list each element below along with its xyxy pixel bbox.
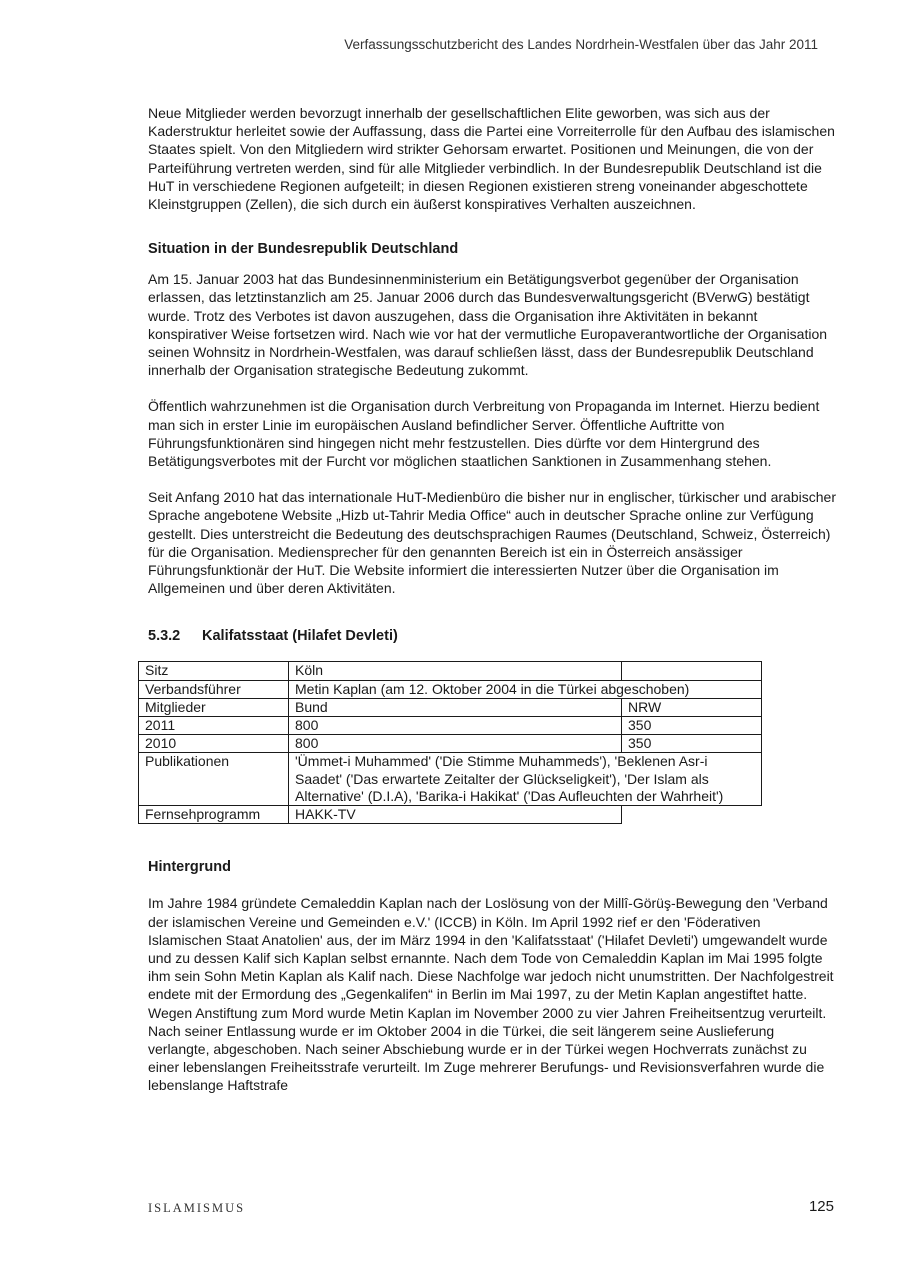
table-row-mitglieder [139,698,762,716]
footer-section-label: ISLAMISMUS [148,1201,246,1215]
cell-2010-bund: 800 [289,735,622,753]
table-row-fernsehprogramm [139,806,762,824]
cell-publikationen-value: 'Ümmet-i Muhammed' ('Die Stimme Muhammeds'), 'Beklenen Asr-i Saadet' ('Das erwartete Zeitalter der Glückseligkeit'), 'Der Islam als Alternative' (D.I.A), 'Barika-i Hakikat' ('Das Aufleuchten der Wahrheit') [289,753,762,806]
table-row-publikationen [139,753,762,806]
cell-2011-bund: 800 [289,717,622,735]
cell-mitglieder-nrw: NRW [622,698,762,716]
page-body [145,104,838,1095]
heading-situation: Situation in der Bundesrepublik Deutschland [148,241,459,258]
page-number: 125 [808,1198,834,1215]
cell-fernsehprogramm-label: Fernsehprogramm [139,806,289,824]
cell-mitglieder-label: Mitglieder [139,698,289,716]
cell-2010-nrw: 350 [622,735,762,753]
cell-fernsehprogramm-value: HAKK-TV [289,806,622,824]
section-title: Kalifatsstaat (Hilafet Devleti) [202,628,398,645]
paragraph-background: Im Jahre 1984 gründete Cemaleddin Kaplan nach der Loslösung von der Millî-Görüş-Bewegung den 'Verband der islamischen Vereine und Gemeinden e.V.' (ICCB) in Köln. Im April 1992 rief er den 'Föderativen Islamischen Staat Anatolien' aus, der im März 1994 in den 'Kalifatsstaat' ('Hilafet Devleti') umgewandelt wurde und zu dessen Kalif sich Kaplan selbst ernannte. Nach dem Tode von Cemaleddin Kaplan im Mai 1995 folgte ihm sein Sohn Metin Kaplan als Kalif nach. Diese Nachfolge war jedoch nicht unumstritten. Der Nachfolgestreit endete mit der Ermordung des „Gegenkalifen“ in Berlin im Mai 1997, zu der Metin Kaplan angestiftet hatte. Wegen Anstiftung zum Mord wurde Metin Kaplan im November 2000 zu vier Jahren Freiheitsentzug verurteilt. Nach seiner Entlassung wurde er im Oktober 2004 in die Türkei, die seit längerem seine Auslieferung verlangte, abgeschoben. Nach seiner Abschiebung wurde er in der Türkei wegen Hochverrats zunächst zu einer lebenslangen Freiheitsstrafe verurteilt. Im Zuge mehrerer Berufungs- und Revisionsverfahren wurde die lebenslange Haftstrafe [148,895,834,1094]
section-number: 5.3.2 [148,628,181,645]
table-row-2011 [139,717,762,735]
cell-sitz-empty [622,662,762,680]
cell-mitglieder-bund: Bund [289,698,622,716]
table-row-verbandsfuehrer [139,680,762,698]
cell-publikationen-label: Publikationen [139,753,289,806]
paragraph-ban: Am 15. Januar 2003 hat das Bundesinnenministerium ein Betätigungsverbot gegenüber der Organisation erlassen, das letztinstanzlich am 25. Januar 2006 durch das Bundesverwaltungsgericht (BVerwG) bestätigt wurde. Trotz des Verbotes ist davon auszugehen, dass die Organisation ihre Aktivitäten in bekannt konspirativer Weise fortsetzen wird. Nach wie vor hat der vermutliche Europaverantwortliche der Organisation seinen Wohnsitz in Nordrhein-Westfalen, was darauf schließen lässt, dass der Bundesrepublik Deutschland innerhalb der Organisation strategische Bedeutung zukommt. [148,271,828,379]
cell-sitz-value: Köln [289,662,622,680]
cell-verbandsfuehrer-value: Metin Kaplan (am 12. Oktober 2004 in die Türkei abgeschoben) [289,680,762,698]
cell-2011-nrw: 350 [622,717,762,735]
organisation-info-table [138,661,762,824]
heading-hintergrund: Hintergrund [148,859,231,876]
table-row-sitz [139,662,762,680]
cell-2011-year: 2011 [139,717,289,735]
running-header: Verfassungsschutzbericht des Landes Nordrhein-Westfalen über das Jahr 2011 [344,37,818,52]
paragraph-propaganda: Öffentlich wahrzunehmen ist die Organisation durch Verbreitung von Propaganda im Internet. Hierzu bedient man sich in erster Linie im europäischen Ausland befindlicher Server. Öffentliche Auftritte von Führungsfunktionären sind hingegen nicht mehr festzustellen. Dies dürfte vor dem Hintergrund des Betätigungsverbotes mit der Furcht vor möglichen staatlichen Sanktionen in Zusammenhang stehen. [148,398,820,470]
paragraph-website: Seit Anfang 2010 hat das internationale HuT-Medienbüro die bisher nur in englischer, türkischer und arabischer Sprache angebotene Website „Hizb ut-Tahrir Media Office“ auch in deutscher Sprache online zur Verfügung gestellt. Dies unterstreicht die Bedeutung des deutschsprachigen Raumes (Deutschland, Schweiz, Österreich) für die Organisation. Mediensprecher für den genannten Bereich ist ein in Österreich ansässiger Führungsfunktionär der HuT. Die Website informiert die interessierten Nutzer über die Organisation im Allgemeinen und über deren Aktivitäten. [148,489,836,597]
table-row-2010 [139,735,762,753]
paragraph-membership: Neue Mitglieder werden bevorzugt innerhalb der gesellschaftlichen Elite geworben, was sich aus der Kaderstruktur herleitet sowie der Auffassung, dass die Partei eine Vorreiterrolle für den Aufbau des islamischen Staates spielt. Von den Mitgliedern wird strikter Gehorsam erwartet. Positionen und Meinungen, die von der Parteiführung vertreten werden, sind für alle Mitglieder verbindlich. In der Bundesrepublik Deutschland ist die HuT in verschiedene Regionen aufgeteilt; in diesen Regionen existieren streng voneinander abgeschottete Kleinstgruppen (Zellen), die sich durch ein äußerst konspiratives Verhalten auszeichnen. [148,105,835,213]
cell-2010-year: 2010 [139,735,289,753]
cell-sitz-label: Sitz [139,662,289,680]
cell-verbandsfuehrer-label: Verbandsführer [139,680,289,698]
heading-section-532 [148,627,838,645]
